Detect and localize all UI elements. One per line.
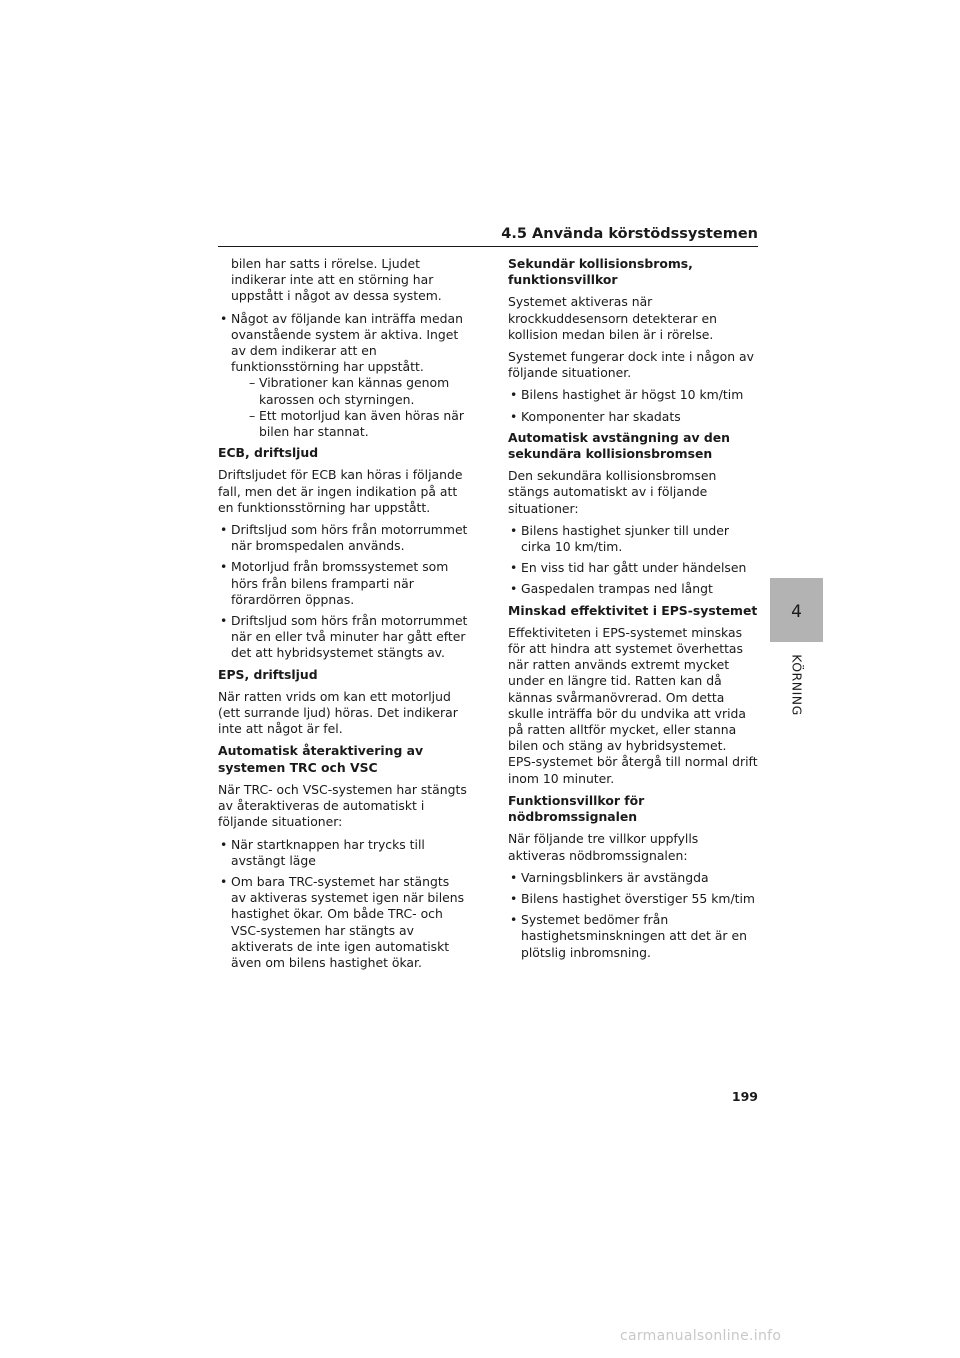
eps-heading: EPS, driftsljud [218, 666, 318, 682]
eps-reduced-heading: Minskad effektivitet i EPS-systemet [508, 602, 758, 618]
watermark: carmanualsonline.info [620, 1328, 782, 1344]
scb-bullet-list [508, 387, 758, 424]
sub-list-item: – Ett motorljud kan även höras när bilen har stannat. [231, 408, 468, 440]
ecb-bullet-list [218, 522, 468, 662]
auto-off-bullet-list [508, 523, 758, 598]
auto-off-text: Den sekundära kollisionsbromsen stängs automatiskt av i följande situationer: [508, 468, 717, 516]
scb-heading: Sekundär kollisionsbroms, funktionsvillkor [508, 256, 693, 288]
page-number: 199 [731, 1089, 758, 1104]
section-title: 4.5 Använda körstödssystemen [501, 226, 758, 242]
chapter-tab [770, 578, 823, 642]
list-item: • Om bara TRC-systemet har stängts av aktiveras systemet igen när bilens hastighet ökar. Om både TRC- och VSC-systemen har stängts av aktiverats de inte igen automatiskt även om bilens hastighet ökar. [218, 874, 468, 971]
left-column [218, 256, 468, 976]
list-item-text: Något av följande kan inträffa medan ovanstående system är aktiva. Inget av dem indikerar att en funktionsstörning har uppstått. [231, 310, 463, 375]
scb-text-2: Systemet fungerar dock inte i någon av följande situationer. [508, 349, 754, 381]
chapter-label: KÖRNING [789, 654, 805, 716]
ess-bullet-list [508, 870, 758, 961]
list-item: • Bilens hastighet är högst 10 km/tim [508, 387, 758, 403]
list-item: • Bilens hastighet sjunker till under cirka 10 km/tim. [508, 523, 758, 555]
scb-text-1: Systemet aktiveras när krockkuddesensorn detekterar en kollision medan bilen är i rörelse. [508, 294, 718, 342]
header-divider [218, 246, 758, 247]
list-item: • En viss tid har gått under händelsen [508, 560, 758, 576]
ess-heading: Funktionsvillkor för nödbromssignalen [508, 792, 645, 825]
auto-off-heading: Automatisk avstängning av den sekundära kollisionsbromsen [508, 429, 730, 462]
trc-text: När TRC- och VSC-systemen har stängts av återaktiveras de automatiskt i följande situationer: [218, 781, 467, 830]
trc-heading: Automatisk återaktivering av systemen TRC och VSC [218, 743, 424, 775]
ecb-text: Driftsljudet för ECB kan höras i följande fall, men det är ingen indikation på att en funktionsstörning har uppstått. [218, 467, 463, 515]
chapter-number: 4 [791, 602, 802, 622]
eps-reduced-text: Effektiviteten i EPS-systemet minskas för att hindra att systemet överhettas när ratten används extremt mycket under en längre tid. Ratten kan då kännas svårmanövrerad. Om detta skulle inträffa bör du undvika att vrida på ratten alltför mycket, eller stanna bilen och stäng av hybridsystemet. EPS-systemet bör återgå till normal drift inom 10 minuter. [508, 624, 758, 786]
list-item: • Systemet bedömer från hastighetsminskningen att det är en plötslig inbromsning. [508, 912, 758, 961]
intro-continuation: bilen har satts i rörelse. Ljudet indikerar inte att en störning har uppstått i något av dessa system. [231, 256, 442, 304]
ess-text: När följande tre villkor uppfylls aktiveras nödbromssignalen: [508, 831, 699, 863]
ecb-heading: ECB, driftsljud [218, 445, 319, 461]
right-column [508, 256, 758, 966]
list-item: • Komponenter har skadats [508, 409, 758, 425]
trc-bullet-list [218, 837, 468, 972]
list-item: • Driftsljud som hörs från motorrummet när en eller två minuter har gått efter det att hybridsystemet stängts av. [218, 613, 468, 662]
list-item [218, 311, 468, 441]
list-item: • Bilens hastighet överstiger 55 km/tim [508, 891, 758, 907]
list-item: • Varningsblinkers är avstängda [508, 870, 758, 886]
list-item: • När startknappen har trycks till avstängt läge [218, 837, 468, 869]
list-item: • Driftsljud som hörs från motorrummet när bromspedalen används. [218, 522, 468, 554]
intro-bullet-list [218, 311, 468, 441]
list-item: • Motorljud från bromssystemet som hörs från bilens framparti när förardörren öppnas. [218, 559, 468, 608]
list-item: • Gaspedalen trampas ned långt [508, 581, 758, 597]
sub-list-item: – Vibrationer kan kännas genom karossen och styrningen. [231, 375, 468, 407]
sub-bullet-list [231, 375, 468, 440]
eps-text: När ratten vrids om kan ett motorljud (ett surrande ljud) höras. Det indikerar inte att något är fel. [218, 688, 458, 737]
